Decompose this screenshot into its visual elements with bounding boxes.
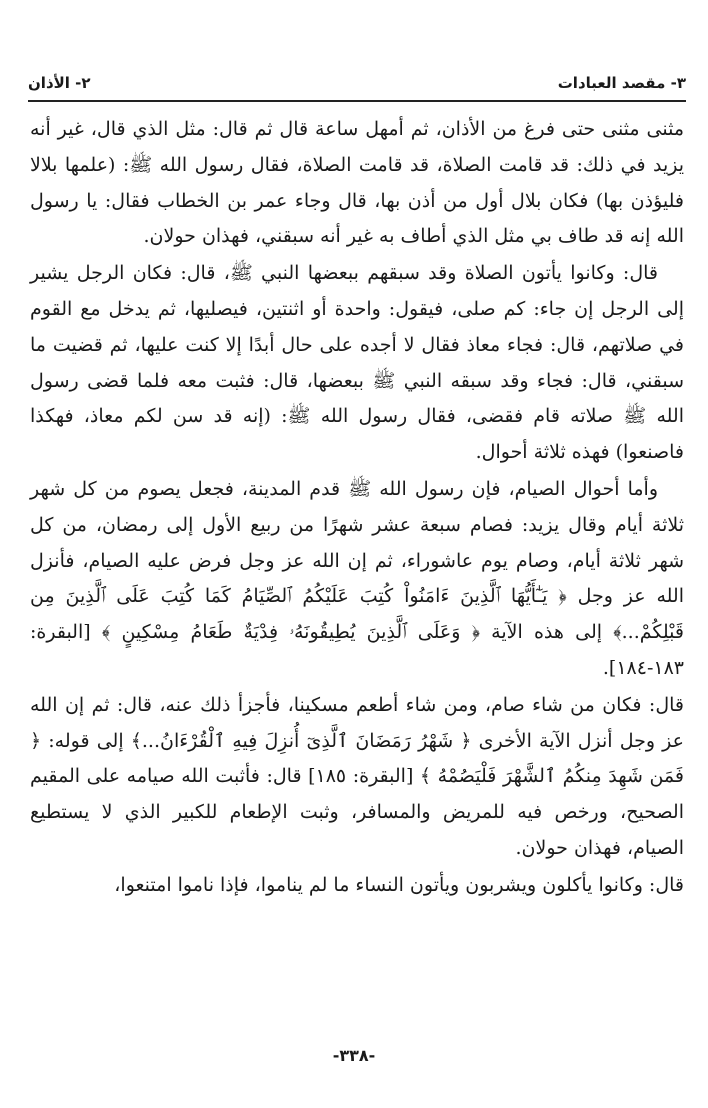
section-title: ٢- الأذان [28,74,91,92]
paragraph-2: قال: وكانوا يأتون الصلاة وقد سبقهم ببعضها النبي ﷺ، قال: فكان الرجل يشير إلى الرجل إن جاء: كم صلى، فيقول: واحدة أو اثنتين، فيصليها، ثم يدخل مع القوم في صلاتهم، قال: فجاء معاذ فقال لا أجده على حال أبدًا إلا كنت عليها، ثم قضيت ما سبقني، قال: فجاء وقد سبقه النبي ﷺ ببعضها، قال: فثبت معه فلما قضى رسول الله ﷺ صلاته قام فقضى، فقال رسول الله ﷺ: (إنه قد سن لكم معاذ، فهكذا فاصنعوا) فهذه ثلاثة أحوال. [30,262,684,464]
body-text [30,112,684,905]
paragraph-5: قال: وكانوا يأكلون ويشربون ويأتون النساء ما لم يناموا، فإذا ناموا امتنعوا، [114,873,684,896]
header-divider [28,100,686,102]
chapter-title: ٣- مقصد العبادات [557,74,686,92]
page-number: -٣٣٨- [332,1046,376,1065]
paragraph-4: قال: فكان من شاء صام، ومن شاء أطعم مسكينا، فأجزأ ذلك عنه، قال: ثم إن الله عز وجل أنزل الآية الأخرى ﴿ شَهْرُ رَمَضَانَ ٱلَّذِىٓ أُنزِلَ فِيهِ ٱلْقُرْءَانُ...﴾ إلى قوله: ﴿ فَمَن شَهِدَ مِنكُمُ ٱلشَّهْرَ فَلْيَصُمْهُ ﴾ [البقرة: ١٨٥] قال: فأثبت الله صيامه على المقيم الصحيح، ورخص فيه للمريض والمسافر، وثبت الإطعام للكبير الذي لا يستطيع الصيام، فهذان حولان. [30,693,684,859]
running-header [28,68,686,98]
paragraph-1: مثنى مثنى حتى فرغ من الأذان، ثم أمهل ساعة قال ثم قال: مثل الذي قال، غير أنه يزيد في ذلك: قد قامت الصلاة، قد قامت الصلاة، فقال رسول الله ﷺ: (علمها بلالا فليؤذن بها) فكان بلال أول من أذن بها، قال وجاء عمر بن الخطاب فقال: يا رسول الله إنه قد طاف بي مثل الذي أطاف به غير أنه سبقني، فهذان حولان. [30,118,684,248]
paragraph-3: وأما أحوال الصيام، فإن رسول الله ﷺ قدم المدينة، فجعل يصوم من كل شهر ثلاثة أيام وقال يزيد: فصام سبعة عشر شهرًا من ربيع الأول إلى رمضان، من كل شهر ثلاثة أيام، وصام يوم عاشوراء، ثم إن الله عز وجل فرض عليه الصيام، فأنزل الله عز وجل ﴿ يَـٰٓأَيُّهَا ٱلَّذِينَ ءَامَنُواْ كُتِبَ عَلَيْكُمُ ٱلصِّيَامُ كَمَا كُتِبَ عَلَى ٱلَّذِينَ مِن قَبْلِكُمْ...﴾ إلى هذه الآية ﴿ وَعَلَى ٱلَّذِينَ يُطِيقُونَهُۥ فِدْيَةٌ طَعَامُ مِسْكِينٍ ﴾ [البقرة: ١٨٣-١٨٤]. [30,477,684,679]
